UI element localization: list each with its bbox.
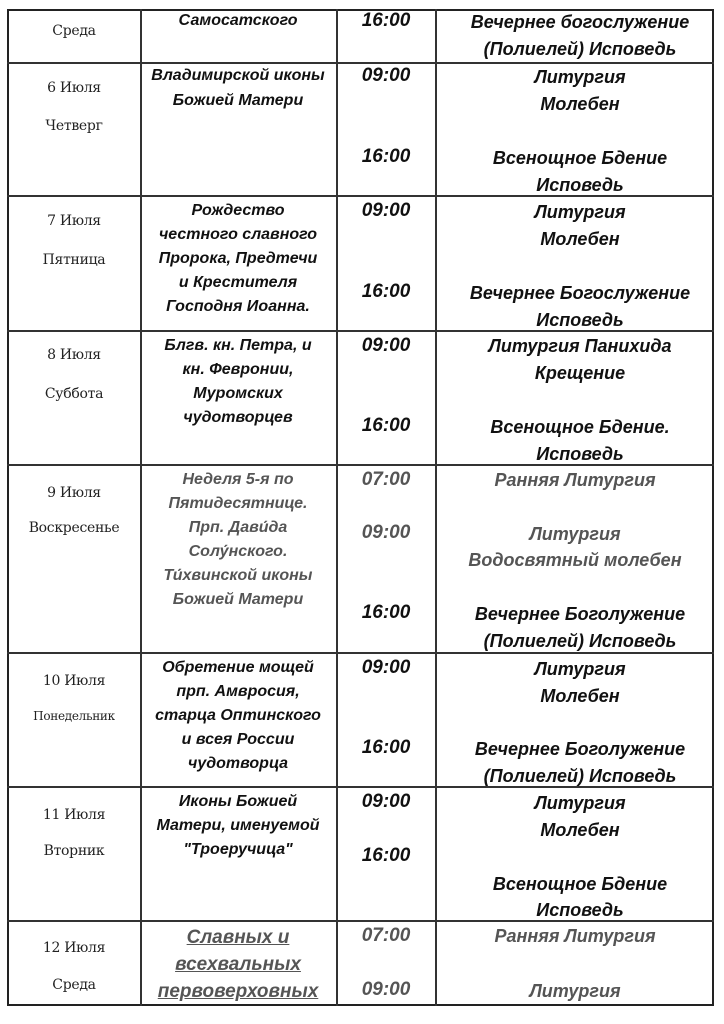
service-time: 09:00 xyxy=(361,65,411,86)
feast-line: Самосатского xyxy=(178,12,298,29)
service-name: Литургия xyxy=(534,202,626,222)
service-name: Вечернее Боголужение xyxy=(474,604,686,624)
feast-line: Иконы Божией xyxy=(178,793,298,810)
date: 7 Июля xyxy=(47,213,101,229)
feast-line: Блгв. кн. Петра, и xyxy=(164,337,312,354)
feast-line: Славных и xyxy=(186,927,290,948)
service-name: Молебен xyxy=(540,94,620,114)
weekday: Среда xyxy=(52,977,96,993)
feast-line: Божией Матери xyxy=(172,92,304,109)
service-time: 09:00 xyxy=(361,657,411,678)
weekday: Вторник xyxy=(43,843,105,859)
feast-line: первоверховных xyxy=(157,981,319,1002)
service-name: Исповедь xyxy=(536,444,624,464)
date: 10 Июля xyxy=(42,673,106,689)
service-time: 07:00 xyxy=(361,469,411,490)
feast-line: честного славного xyxy=(158,226,318,243)
date: 8 Июля xyxy=(47,347,101,363)
service-time: 09:00 xyxy=(361,200,411,221)
service-time: 16:00 xyxy=(361,737,411,758)
feast-line: Обретение мощей xyxy=(162,659,314,676)
feast-line: чудотворца xyxy=(188,755,288,772)
feast-line: и всея России xyxy=(181,731,295,748)
service-time: 16:00 xyxy=(361,146,411,167)
column-divider xyxy=(336,9,338,1006)
service-name: Всенощное Бдение. xyxy=(490,417,670,437)
service-name: Молебен xyxy=(540,686,620,706)
service-name: Литургия xyxy=(534,659,626,679)
feast-line: Владимирской иконы xyxy=(151,67,325,84)
service-time: 09:00 xyxy=(361,979,411,1000)
service-time: 16:00 xyxy=(361,602,411,623)
service-name: Литургия Панихида xyxy=(488,336,672,356)
service-time: 16:00 xyxy=(361,281,411,302)
service-name: Литургия xyxy=(529,981,621,1001)
service-name: Исповедь xyxy=(536,900,624,920)
feast-line: Матери, именуемой xyxy=(156,817,320,834)
service-time: 09:00 xyxy=(361,522,411,543)
feast-line: Муромских xyxy=(193,385,283,402)
service-name: Крещение xyxy=(534,363,626,383)
feast-line: Прп. Дави́да xyxy=(188,519,288,536)
feast-line: "Троеручица" xyxy=(183,841,293,858)
service-name: Ранняя Литургия xyxy=(494,926,656,946)
service-name: Молебен xyxy=(540,229,620,249)
weekday: Пятница xyxy=(42,252,106,268)
weekday: Воскресенье xyxy=(28,520,120,536)
service-name: Вечернее Богослужение xyxy=(469,283,691,303)
service-time: 16:00 xyxy=(361,415,411,436)
service-name: (Полиелей) Исповедь xyxy=(483,766,677,786)
service-name: (Полиелей) Исповедь xyxy=(483,631,677,651)
service-name: Исповедь xyxy=(536,310,624,330)
service-name: Молебен xyxy=(540,820,620,840)
feast-line: чудотворцев xyxy=(183,409,293,426)
service-name: Ранняя Литургия xyxy=(494,470,656,490)
service-time: 09:00 xyxy=(361,335,411,356)
service-name: Литургия xyxy=(529,524,621,544)
service-name: Исповедь xyxy=(536,175,624,195)
date: 9 Июля xyxy=(47,485,101,501)
service-name: Вечернее богослужение xyxy=(470,12,690,32)
service-name: (Полиелей) Исповедь xyxy=(483,39,677,59)
service-time: 07:00 xyxy=(361,925,411,946)
service-time: 09:00 xyxy=(361,791,411,812)
feast-line: Божией Матери xyxy=(172,591,304,608)
feast-line: Пророка, Предтечи xyxy=(158,250,318,267)
service-time: 16:00 xyxy=(361,845,411,866)
feast-line: и Крестителя xyxy=(178,274,298,291)
date: 12 Июля xyxy=(42,940,106,956)
date: 11 Июля xyxy=(42,807,106,823)
weekday: Суббота xyxy=(44,386,104,402)
service-name: Всенощное Бдение xyxy=(492,148,668,168)
date: 6 Июля xyxy=(47,80,101,96)
service-name: Литургия xyxy=(534,793,626,813)
feast-line: Неделя 5-я по xyxy=(182,471,294,488)
column-divider xyxy=(140,9,142,1006)
feast-line: старца Оптинского xyxy=(155,707,321,724)
feast-line: прп. Амвросия, xyxy=(176,683,300,700)
feast-line: всехвальных xyxy=(175,954,301,975)
feast-line: Господня Иоанна. xyxy=(166,298,310,315)
service-name: Водосвятный молебен xyxy=(468,550,682,570)
weekday: Понедельник xyxy=(33,709,115,723)
feast-line: Ти́хвинской иконы xyxy=(163,567,313,584)
feast-line: Рождество xyxy=(191,202,285,219)
weekday: Среда xyxy=(52,23,96,39)
service-name: Вечернее Боголужение xyxy=(474,739,686,759)
feast-line: кн. Февронии, xyxy=(182,361,294,378)
weekday: Четверг xyxy=(45,118,103,134)
column-divider xyxy=(435,9,437,1006)
service-name: Всенощное Бдение xyxy=(492,874,668,894)
feast-line: Солу́нского. xyxy=(188,543,288,560)
service-time: 16:00 xyxy=(361,10,411,31)
feast-line: Пятидесятнице. xyxy=(168,495,308,512)
service-name: Литургия xyxy=(534,67,626,87)
